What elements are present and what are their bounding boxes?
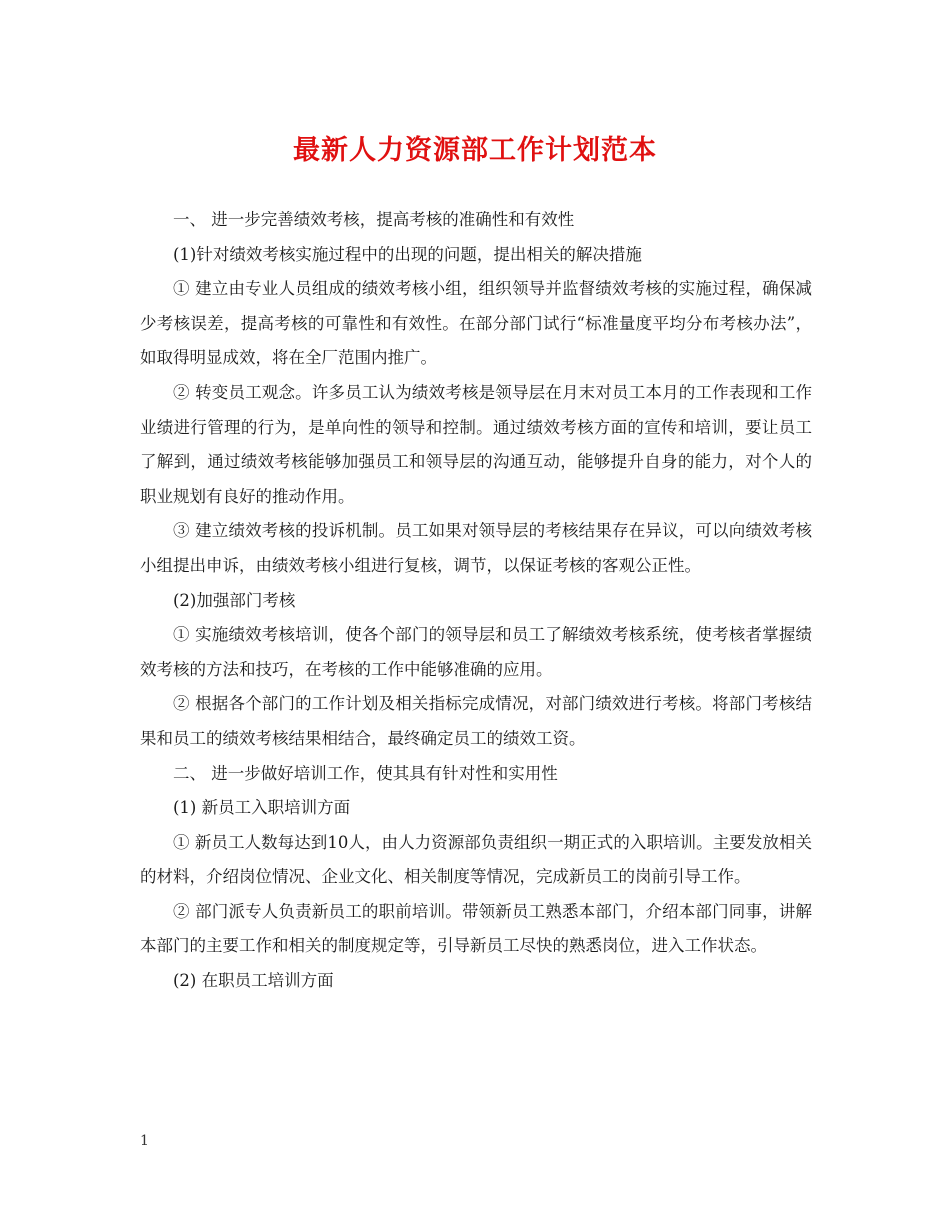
paragraph: (1)针对绩效考核实施过程中的出现的问题，提出相关的解决措施 — [173, 244, 642, 264]
page-number: 1 — [140, 1133, 149, 1149]
paragraph: ① 新员工人数每达到10人，由人力资源部负责组织一期正式的入职培训。主要发放相关的材料，介绍岗位情况、企业文化、相关制度等情况，完成新员工的岗前引导工作。 — [140, 832, 812, 887]
paragraph: 二、 进一步做好培训工作，使其具有针对性和实用性 — [173, 763, 558, 783]
paragraph: ② 根据各个部门的工作计划及相关指标完成情况，对部门绩效进行考核。将部门考核结果和员工的绩效考核结果相结合，最终确定员工的绩效工资。 — [140, 694, 812, 748]
paragraph: (2)加强部门考核 — [173, 590, 296, 610]
paragraph: ② 部门派专人负责新员工的职前培训。带领新员工熟悉本部门，介绍本部门同事，讲解本部门的主要工作和相关的制度规定等，引导新员工尽快的熟悉岗位，进入工作状态。 — [140, 901, 812, 956]
paragraph: (1) 新员工入职培训方面 — [173, 798, 351, 818]
paragraph: (2) 在职员工培训方面 — [173, 971, 334, 991]
document-title: 最新人力资源部工作计划范本 — [293, 135, 657, 166]
paragraph: ① 实施绩效考核培训，使各个部门的领导层和员工了解绩效考核系统，使考核者掌握绩效考核的方法和技巧，在考核的工作中能够准确的应用。 — [140, 625, 812, 679]
paragraph: ② 转变员工观念。许多员工认为绩效考核是领导层在月末对员工本月的工作表现和工作业绩进行管理的行为，是单向性的领导和控制。通过绩效考核方面的宣传和培训，要让员工了解到，通过绩效考核能够加强员工和领导层的沟通互动，能够提升自身的能力，对个人的职业规划有良好的推动作用。 — [140, 382, 812, 506]
document-body — [140, 203, 812, 999]
paragraph: 一、 进一步完善绩效考核，提高考核的准确性和有效性 — [173, 210, 575, 229]
paragraph: ③ 建立绩效考核的投诉机制。员工如果对领导层的考核结果存在异议，可以向绩效考核小组提出申诉，由绩效考核小组进行复核，调节，以保证考核的客观公正性。 — [140, 521, 812, 575]
paragraph: ① 建立由专业人员组成的绩效考核小组，组织领导并监督绩效考核的实施过程，确保减少考核误差，提高考核的可靠性和有效性。在部分部门试行“标准量度平均分布考核办法”，如取得明显成效，将在全厂范围内推广。 — [140, 279, 812, 368]
